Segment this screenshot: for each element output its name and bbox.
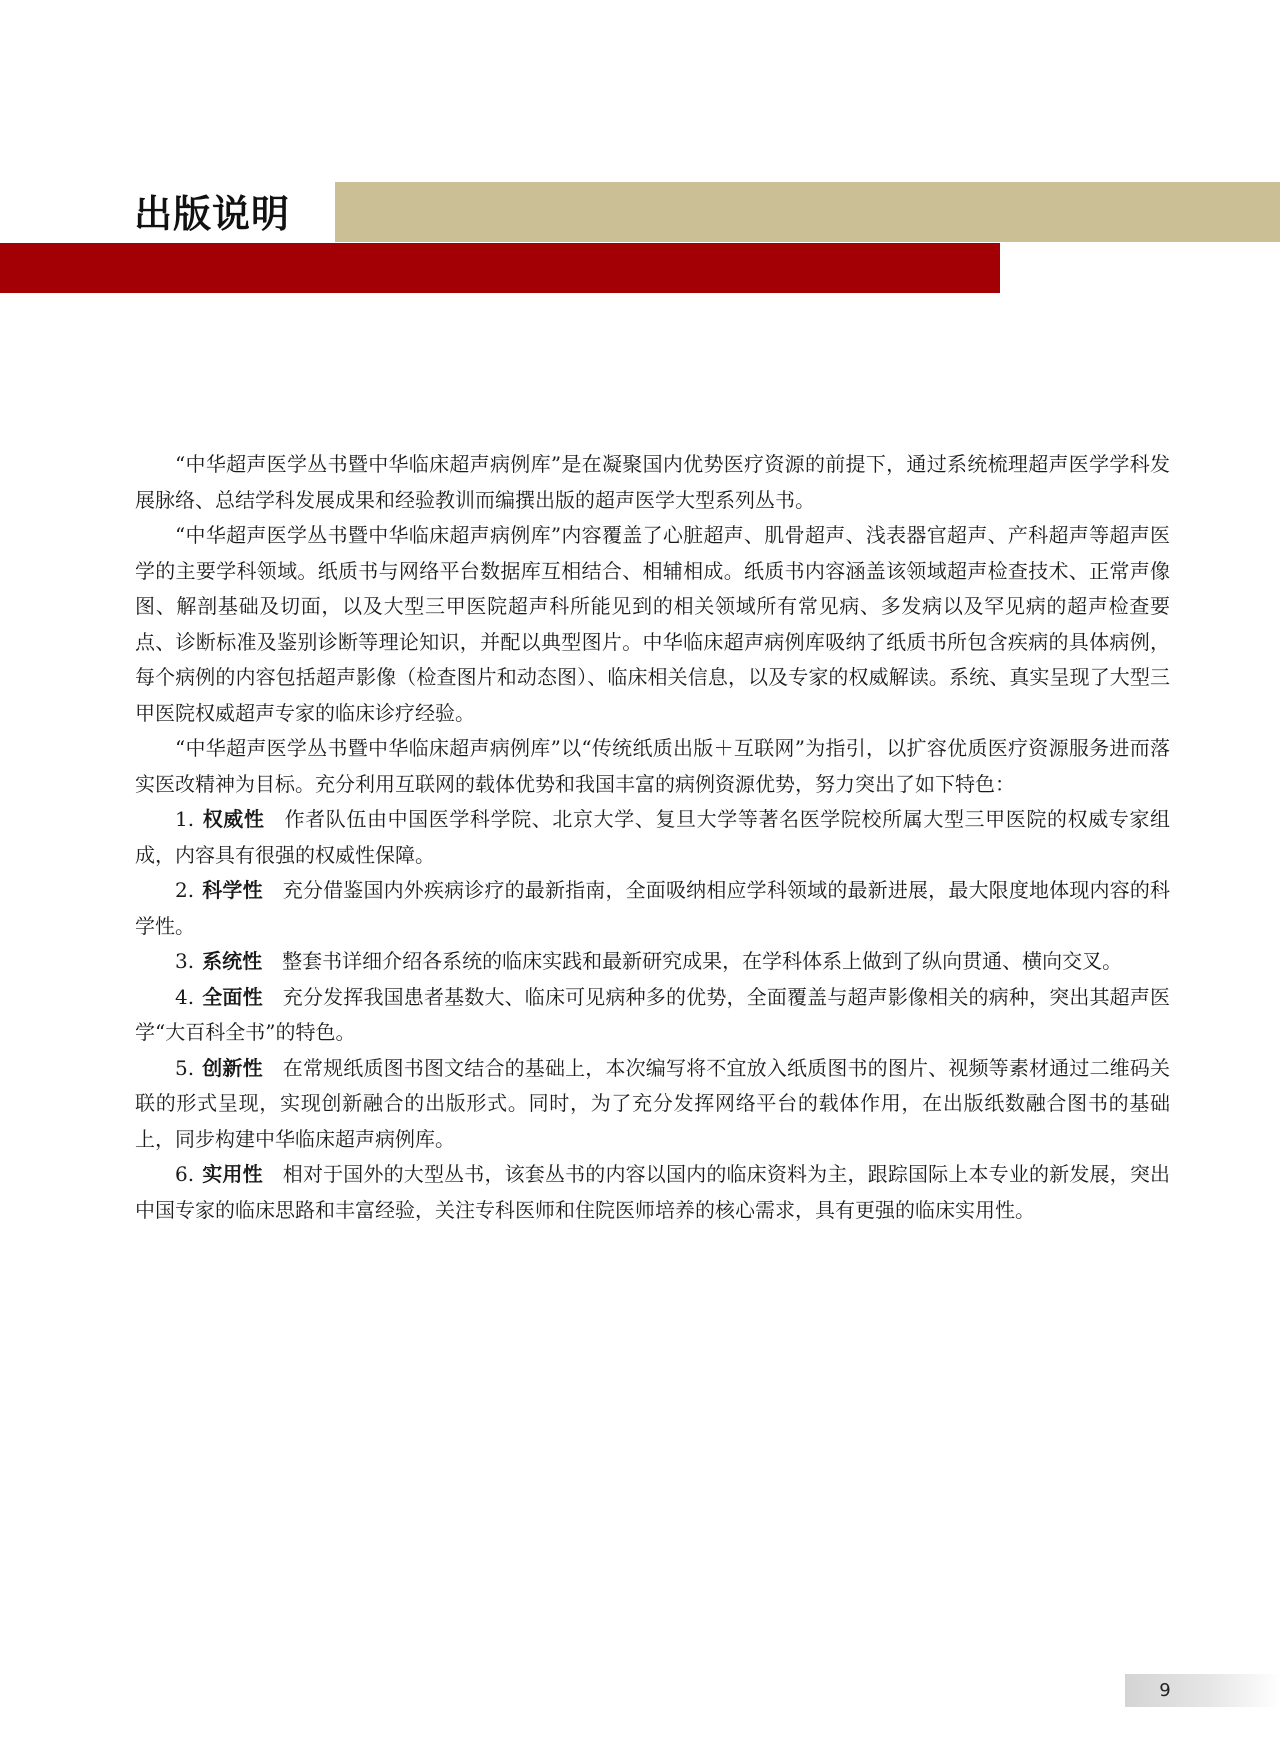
- feature-text: 整套书详细介绍各系统的临床实践和最新研究成果，在学科体系上做到了纵向贯通、横向交叉。: [282, 949, 1123, 973]
- feature-item: [135, 980, 1170, 1051]
- feature-title: 权威性: [202, 807, 265, 831]
- feature-title: 系统性: [202, 949, 263, 973]
- feature-item: [135, 1157, 1170, 1228]
- feature-number: 4.: [175, 984, 195, 1009]
- feature-item: [135, 944, 1170, 980]
- paragraph-features-intro: “中华超声医学丛书暨中华临床超声病例库”以“传统纸质出版＋互联网”为指引，以扩容优质医疗资源服务进而落实医改精神为目标。充分利用互联网的载体优势和我国丰富的病例资源优势，努力突出了如下特色：: [135, 736, 1170, 796]
- feature-item: [135, 873, 1170, 944]
- page-number: 9: [1159, 1680, 1171, 1701]
- feature-text: 充分发挥我国患者基数大、临床可见病种多的优势，全面覆盖与超声影像相关的病种，突出其超声医学“大百科全书”的特色。: [135, 984, 1171, 1044]
- page-number-tab: [1125, 1674, 1280, 1707]
- feature-number: 1.: [175, 807, 195, 831]
- header-red-band: [0, 243, 1000, 293]
- body-text: [135, 447, 1170, 1228]
- feature-item: [135, 1051, 1170, 1158]
- feature-text: 充分借鉴国内外疾病诊疗的最新指南，全面吸纳相应学科领域的最新进展，最大限度地体现内容的科学性。: [135, 878, 1171, 938]
- feature-number: 2.: [175, 878, 195, 902]
- feature-number: 3.: [175, 949, 195, 973]
- feature-item: [135, 802, 1170, 873]
- feature-title: 实用性: [202, 1162, 263, 1186]
- feature-text: 在常规纸质图书图文结合的基础上，本次编写将不宜放入纸质图书的图片、视频等素材通过二维码关联的形式呈现，实现创新融合的出版形式。同时，为了充分发挥网络平台的载体作用，在出版纸数融合图书的基础上，同步构建中华临床超声病例库。: [135, 1055, 1171, 1151]
- feature-number: 5.: [175, 1055, 195, 1080]
- paragraph-intro: “中华超声医学丛书暨中华临床超声病例库”是在凝聚国内优势医疗资源的前提下，通过系统梳理超声医学学科发展脉络、总结学科发展成果和经验教训而编撰出版的超声医学大型系列丛书。: [135, 452, 1170, 512]
- paragraph-coverage: “中华超声医学丛书暨中华临床超声病例库”内容覆盖了心脏超声、肌骨超声、浅表器官超声、产科超声等超声医学的主要学科领域。纸质书与网络平台数据库互相结合、相辅相成。纸质书内容涵盖该领域超声检查技术、正常声像图、解剖基础及切面，以及大型三甲医院超声科所能见到的相关领域所有常见病、多发病以及罕见病的超声检查要点、诊断标准及鉴别诊断等理论知识，并配以典型图片。中华临床超声病例库吸纳了纸质书所包含疾病的具体病例，每个病例的内容包括超声影像（检查图片和动态图）、临床相关信息，以及专家的权威解读。系统、真实呈现了大型三甲医院权威超声专家的临床诊疗经验。: [135, 523, 1170, 725]
- feature-title: 全面性: [202, 984, 263, 1009]
- feature-number: 6.: [175, 1162, 195, 1186]
- feature-title: 科学性: [202, 878, 263, 902]
- feature-title: 创新性: [202, 1055, 263, 1080]
- page-title: 出版说明: [134, 192, 291, 236]
- feature-text: 作者队伍由中国医学科学院、北京大学、复旦大学等著名医学院校所属大型三甲医院的权威专家组成，内容具有很强的权威性保障。: [135, 807, 1171, 867]
- header-beige-band: [335, 182, 1280, 242]
- feature-text: 相对于国外的大型丛书，该套丛书的内容以国内的临床资料为主，跟踪国际上本专业的新发展，突出中国专家的临床思路和丰富经验，关注专科医师和住院医师培养的核心需求，具有更强的临床实用性。: [135, 1162, 1171, 1222]
